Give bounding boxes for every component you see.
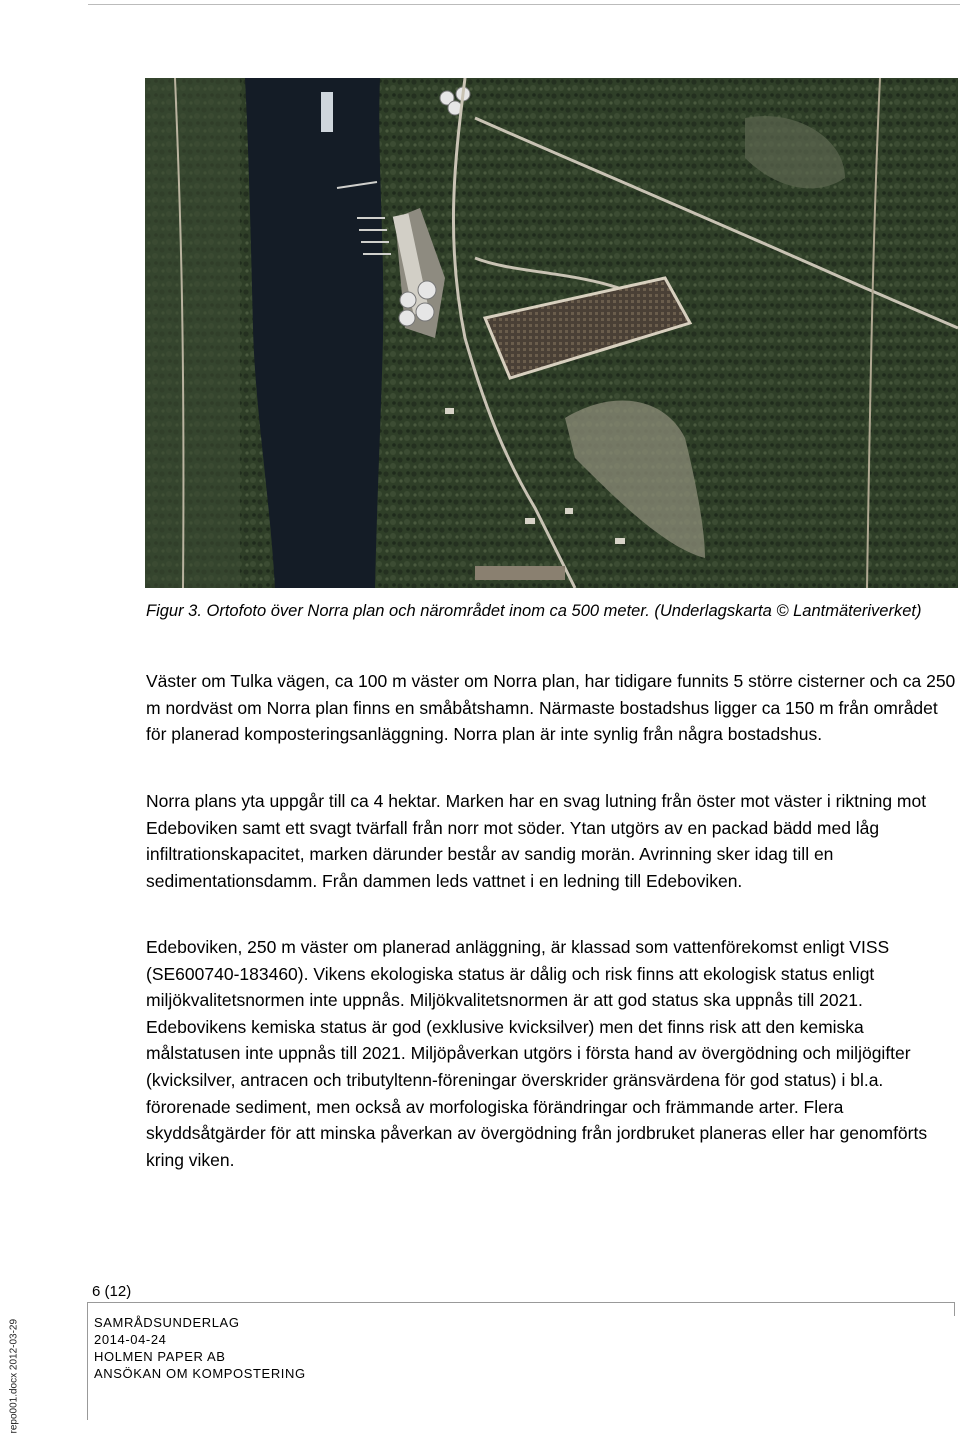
paragraph-text: Norra plans yta uppgår till ca 4 hektar. Marken har en svag lutning från öster mot väster i riktning mot Edeboviken samt ett svagt tvärfall från norr mot söder. Ytan utgörs av en packad bädd med låg infiltrationskapacitet, marken därunder består av sandig morän. Avrinning sker idag till en sedimentationsdamm. Från dammen leds vattnet i en ledning till Edeboviken. — [146, 791, 927, 891]
paragraph-edeboviken — [146, 934, 958, 1173]
footer-doc-type: SAMRÅDSUNDERLAG — [94, 1315, 240, 1330]
footer-info — [94, 1314, 306, 1382]
page-number: 6 (12) — [92, 1283, 132, 1300]
paragraph-text: Väster om Tulka vägen, ca 100 m väster om Norra plan, har tidigare funnits 5 större cisterner och ca 250 m nordväst om Norra plan finns en småbåtshamn. Närmaste bostadshus ligger ca 150 m från området för planerad komposteringsanläggning. Norra plan är inte synlig från några bostadshus. — [146, 671, 956, 745]
footer-rule — [87, 1302, 955, 1303]
paragraph-surroundings — [146, 668, 958, 748]
footer-margin-rule — [87, 1302, 88, 1420]
header-rule — [88, 4, 960, 5]
template-stamp: repo001.docx 2012-03-29 — [8, 1318, 20, 1434]
orthophoto-map — [145, 78, 958, 588]
paragraph-site-area — [146, 788, 958, 894]
paragraph-text: Edeboviken, 250 m väster om planerad anläggning, är klassad som vattenförekomst enligt VISS (SE600740-183460). Vikens ekologiska status är dålig och risk finns att ekologisk status enligt miljökvalitetsnormen inte uppnås. Miljökvalitetsnormen är att god status ska uppnås till 2021. Edebovikens kemiska status är god (exklusive kvicksilver) men det finns risk att den kemiska målstatusen inte uppnås till 2021. Miljöpåverkan utgörs i första hand av övergödning och miljögifter (kvicksilver, antracen och tributyltenn-föreningar överskrider gränsvärdena för god status) i bl.a. förorenade sediment, men också av morfologiska förändringar och främmande arter. Flera skyddsåtgärder för att minska påverkan av övergödning från jordbruket planeras eller har genomförts kring viken. — [146, 937, 928, 1170]
figure-caption: Figur 3. Ortofoto över Norra plan och närområdet inom ca 500 meter. (Underlagskarta © Lantmäteriverket) — [146, 602, 922, 620]
footer-company: HOLMEN PAPER AB — [94, 1349, 226, 1364]
footer-date: 2014-04-24 — [94, 1332, 167, 1347]
footer-subject: ANSÖKAN OM KOMPOSTERING — [94, 1366, 306, 1381]
aerial-photo-image — [145, 78, 958, 588]
